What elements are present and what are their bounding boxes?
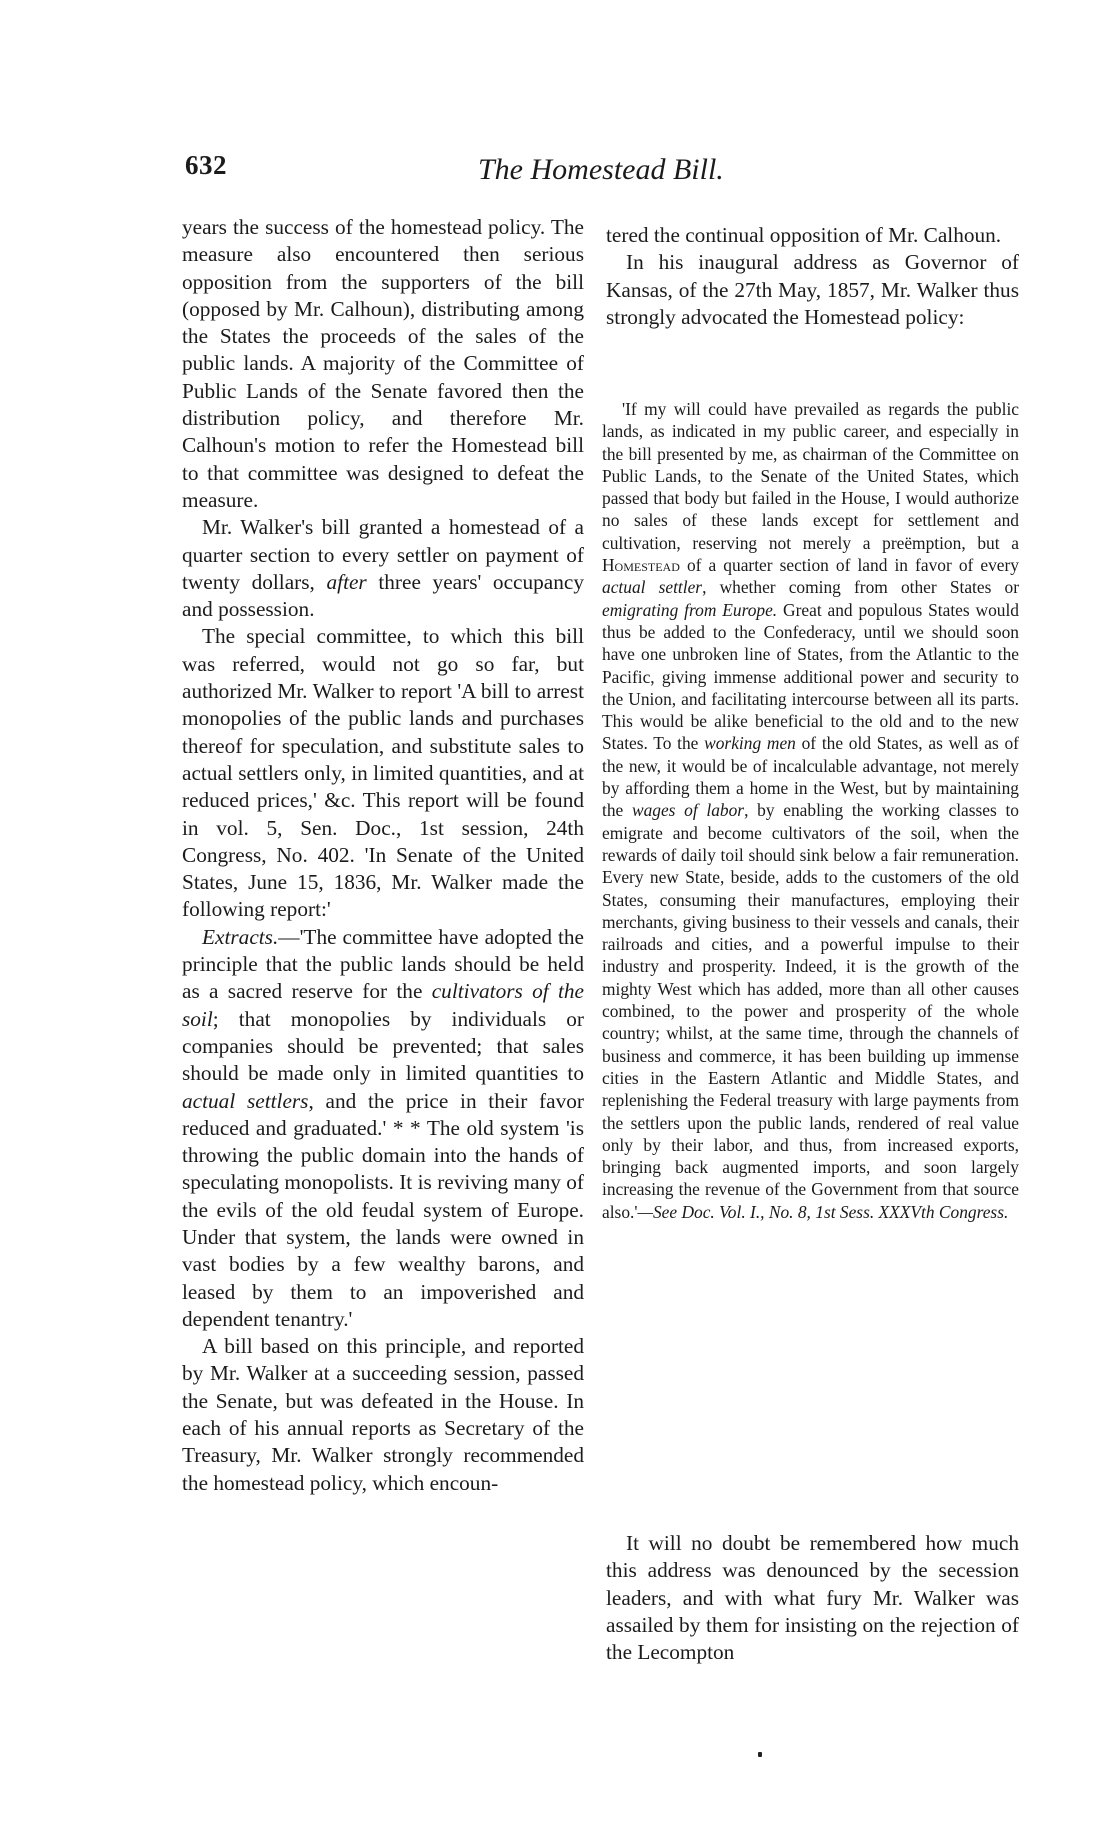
left-p4-a: —'The committee have adopted the principle that the public lands should be held as a sacred reserve for the	[182, 924, 584, 1004]
ink-speck	[758, 1752, 762, 1757]
quote-wages: wages of labor	[631, 800, 745, 821]
quote-source: —See Doc. Vol. I., No. 8, 1st Sess. XXXVth Congress.	[637, 1201, 1009, 1222]
left-p4-actual: actual settlers	[182, 1088, 309, 1113]
left-p2-after: after	[326, 569, 367, 594]
right-paragraph-2: In his inaugural address as Governor of Kansas, of the 27th May, 1857, Mr. Walker thus strongly advocated the Homestead policy:	[606, 250, 1019, 329]
extracts-label: Extracts.	[202, 924, 279, 949]
left-paragraph-1: years the success of the homestead policy. The measure also encountered then serious opposition from the supporters of the bill (opposed by Mr. Calhoun), distributing among the States the proceeds of the sales of the public lands. A majority of the Committee of Public Lands of the Senate favored then the distribution policy, and therefore Mr. Calhoun's motion to refer the Homestead bill to that committee was designed to defeat the measure.	[182, 215, 584, 512]
quote-a: 'If my will could have prevailed as regards the public lands, as indicated in my public career, and especially in the bill presented by me, as chairman of the Committee on Public Lands, to the Senate of the United States, which passed that body but failed in the House, I would authorize no sales of these lands except for settlement and cultivation, reserving not merely a preëmption, but a	[602, 399, 1019, 553]
right-column-bottom	[606, 1530, 1019, 1666]
left-p2-text: Mr. Walker's bill granted a homestead of a quarter section to every settler on payment of twenty dollars,	[182, 515, 584, 594]
left-p4-b: ; that monopolies by individuals or companies should be prevented; that sales should be made only in limited quantities to	[182, 1006, 584, 1086]
quote-text	[602, 398, 1019, 1223]
page-header	[0, 150, 1120, 200]
left-paragraph-5: A bill based on this principle, and reported by Mr. Walker at a succeeding session, passed the Senate, but was defeated in the House. In each of his annual reports as Secretary of the Treasury, Mr. Walker strongly recommended the homestead policy, which encoun-	[182, 1334, 584, 1495]
quote-b: of a quarter section of land in favor of every	[686, 555, 1019, 576]
quote-e: of the old States, as well as of the new, it would be of incalculable advantage, not merely by affording them a home in the West, but by maintaining the	[602, 733, 1019, 821]
left-paragraph-2	[182, 514, 584, 623]
quote-f: , by enabling the working classes to emigrate and become cultivators of the soil, when the rewards of daily toil should sink below a fair remuneration. Every new State, beside, adds to the customers of the old States, consuming their manufactures, employing their merchants, giving business to their vessels and canals, their railroads and cities, and a powerful impulse to their industry and prosperity. Indeed, it is the growth of the mighty West which has added, more than all other causes combined, to the power and prosperity of the whole country; whilst, at the same time, through the channels of business and commerce, it has been building up immense cities in the Eastern Atlantic and Middle States, and replenishing the Federal treasury with large payments from the settlers upon the public lands, rendered of real value only by their labor, and thus, from increased exports, bringing back augmented imports, and soon largely increasing the revenue of the Government from that source also.'	[602, 800, 1020, 1222]
running-title: The Homestead Bill.	[478, 153, 724, 186]
right-column-top	[606, 222, 1019, 331]
quote-emigrating: emigrating from Europe.	[602, 599, 778, 620]
right-paragraph-1: tered the continual opposition of Mr. Calhoun.	[606, 223, 1002, 247]
right-paragraph-3: It will no doubt be remembered how much this address was denounced by the secession leaders, and with what fury Mr. Walker was assailed by them for insisting on the rejection of the Lecompton	[606, 1531, 1019, 1665]
quote-c: , whether coming from other States or	[702, 577, 1019, 598]
quote-d: Great and populous States would thus be added to the Confederacy, until we should soon have one unbroken line of States, from the Atlantic to the Pacific, giving immense additional power and security to the Union, and facilitating intercourse between all its parts. This would be alike beneficial to the old and to the new States. To the	[602, 599, 1019, 754]
page-number: 632	[185, 150, 227, 180]
left-p4-c: , and the price in their favor reduced and graduated.' * * The old system 'is throwing the public domain into the hands of speculating monopolists. It is reviving many of the evils of the old feudal system of Europe. Under that system, the lands were owned in vast bodies by a few wealthy barons, and leased by them to an impoverished and dependent tenantry.'	[182, 1088, 584, 1331]
left-p2-end: three years' occupancy and possession.	[182, 569, 584, 622]
left-paragraph-4	[182, 924, 584, 1333]
left-p4-cultivators: cultivators of the soil	[182, 979, 585, 1031]
quote-actual-settler: actual settler	[602, 577, 703, 598]
quoted-address	[602, 398, 1019, 1223]
quote-working-men: working men	[704, 733, 796, 754]
left-column	[182, 214, 584, 1497]
quote-homestead: Homestead	[602, 555, 680, 576]
left-paragraph-3: The special committee, to which this bill was referred, would not go so far, but authorized Mr. Walker to report 'A bill to arrest monopolies of the public lands and purchases thereof for speculation, and substitute sales to actual settlers only, in limited quantities, and at reduced prices,' &c. This report will be found in vol. 5, Sen. Doc., 1st session, 24th Congress, No. 402. 'In Senate of the United States, June 15, 1836, Mr. Walker made the following report:'	[182, 624, 584, 922]
